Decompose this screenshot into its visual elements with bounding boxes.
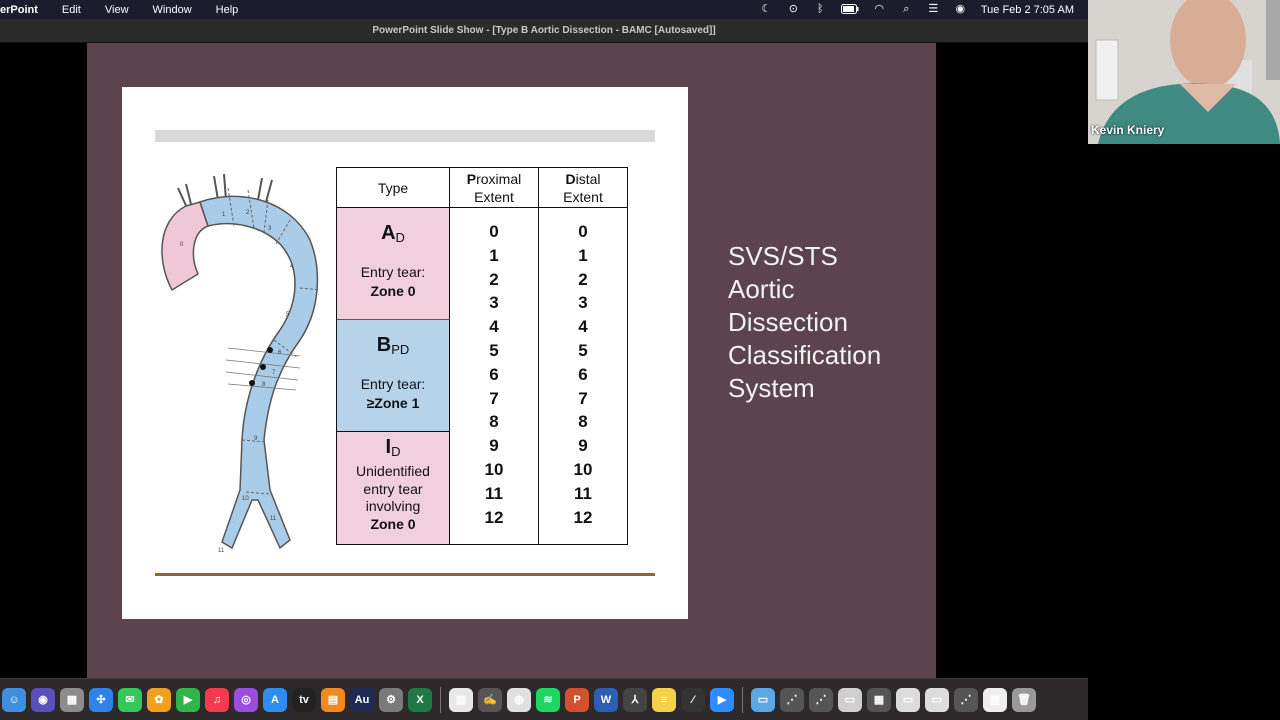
screenshot-stack-icon[interactable]: ▦ — [867, 688, 891, 712]
svg-text:5: 5 — [286, 312, 290, 318]
svg-text:9: 9 — [254, 436, 258, 442]
control-center-icon[interactable]: ☰ — [928, 3, 939, 15]
facetime-icon[interactable]: ▶ — [176, 688, 200, 712]
decorative-rule-top — [155, 130, 655, 142]
distal-zone-3: 3 — [578, 293, 588, 313]
distal-zone-12: 12 — [573, 507, 593, 527]
proximal-zone-8: 8 — [489, 412, 499, 432]
type-i-label: $I_D$ — [385, 436, 401, 459]
distal-zone-5: 5 — [578, 340, 588, 360]
menu-window[interactable]: Window — [152, 3, 192, 16]
svg-text:1: 1 — [222, 212, 226, 218]
proximal-zone-3: 3 — [489, 293, 499, 313]
aorta-zones-illustration — [150, 170, 330, 565]
excel-icon[interactable]: X — [408, 688, 432, 712]
dock-separator — [440, 687, 441, 713]
app-menu-powerpoint[interactable]: erPoint — [0, 3, 38, 16]
decorative-rule-bottom — [155, 573, 655, 576]
macos-menu-bar — [0, 0, 1088, 19]
download-stack-icon[interactable]: ⋰ — [780, 688, 804, 712]
word-icon[interactable]: W — [594, 688, 618, 712]
classification-table — [336, 167, 628, 545]
distal-zone-6: 6 — [578, 364, 588, 384]
proximal-zones-column — [450, 208, 539, 544]
apple-tv-icon[interactable]: tv — [292, 688, 316, 712]
proximal-zone-10: 10 — [484, 459, 504, 479]
proximal-zone-1: 1 — [489, 245, 499, 265]
finder-icon[interactable]: ☺ — [2, 688, 26, 712]
svg-text:2: 2 — [246, 210, 250, 216]
svg-text:7: 7 — [272, 370, 276, 376]
music-icon[interactable]: ♫ — [205, 688, 229, 712]
notes-icon[interactable]: ≡ — [652, 688, 676, 712]
trash-icon[interactable]: 🗑 — [1012, 688, 1036, 712]
participant-name: Kevin Kniery — [1091, 123, 1165, 137]
proximal-zone-12: 12 — [484, 507, 504, 527]
distal-zone-4: 4 — [578, 317, 588, 337]
folder-icon[interactable]: ▭ — [751, 688, 775, 712]
proximal-zone-6: 6 — [489, 364, 499, 384]
svg-text:11: 11 — [218, 548, 225, 554]
window-thumb-icon[interactable]: ▭ — [896, 688, 920, 712]
distal-zone-0: 0 — [578, 222, 588, 241]
siri-icon[interactable]: ◉ — [955, 3, 966, 15]
svg-text:0: 0 — [180, 242, 184, 248]
svg-text:10: 10 — [242, 496, 249, 502]
type-b-label: $B_{PD}$ — [376, 334, 410, 357]
messages-icon[interactable]: ✉ — [118, 688, 142, 712]
type-a-cell — [337, 208, 450, 320]
moon-icon[interactable]: ☾ — [761, 3, 772, 15]
wifi-icon[interactable]: ◠ — [874, 3, 885, 15]
window-thumb-icon[interactable]: ▭ — [925, 688, 949, 712]
svg-text:3: 3 — [268, 226, 272, 232]
battery-icon[interactable] — [841, 4, 859, 15]
zoom-icon[interactable]: ▶ — [710, 688, 734, 712]
distal-zone-9: 9 — [578, 436, 588, 456]
menu-help[interactable]: Help — [215, 3, 239, 16]
siri-icon[interactable]: ◉ — [31, 688, 55, 712]
distal-zone-7: 7 — [578, 388, 588, 408]
sketch-icon[interactable]: ✍ — [478, 688, 502, 712]
podcasts-icon[interactable]: ◎ — [234, 688, 258, 712]
type-b-description: Entry tear: ≥Zone 1 — [360, 376, 426, 411]
svg-text:4: 4 — [290, 264, 294, 270]
acrobat-icon[interactable]: ⅄ — [623, 688, 647, 712]
window-thumb-icon[interactable]: ▤ — [983, 688, 1007, 712]
clock[interactable]: Tue Feb 2 7:05 AM — [980, 3, 1074, 16]
window-thumb-icon[interactable]: ▭ — [838, 688, 862, 712]
macos-dock — [0, 678, 1088, 720]
distal-zone-11: 11 — [574, 483, 592, 503]
type-b-cell — [337, 320, 450, 432]
search-icon[interactable]: ⌕ — [903, 3, 910, 15]
dock-right-blank — [1088, 678, 1280, 720]
chrome-icon[interactable]: ◍ — [507, 688, 531, 712]
proximal-zone-7: 7 — [489, 388, 499, 408]
video-panel-empty — [1088, 144, 1280, 678]
proximal-zone-4: 4 — [489, 317, 499, 337]
svg-text:6: 6 — [278, 350, 282, 356]
launchpad-icon[interactable]: ▦ — [60, 688, 84, 712]
distal-zone-10: 10 — [573, 459, 593, 479]
window-thumb-icon[interactable]: ⋰ — [954, 688, 978, 712]
status-area — [760, 0, 1074, 19]
type-a-label: $A_D$ — [381, 222, 405, 245]
proximal-zone-5: 5 — [489, 340, 499, 360]
spotify-icon[interactable]: ≋ — [536, 688, 560, 712]
dock-separator — [742, 687, 743, 713]
distal-zone-8: 8 — [578, 412, 588, 432]
system-preferences-icon[interactable]: ⚙ — [379, 688, 403, 712]
header-proximal-extent: Proximal Extent — [450, 168, 539, 208]
bluetooth-icon[interactable]: ᛒ — [817, 3, 824, 15]
document-stack-icon[interactable]: ⋰ — [809, 688, 833, 712]
powerpoint-icon[interactable]: P — [565, 688, 589, 712]
numbers-icon[interactable]: ▥ — [449, 688, 473, 712]
audition-icon[interactable]: Au — [350, 688, 374, 712]
proximal-zone-0: 0 — [489, 222, 499, 241]
distal-zone-1: 1 — [578, 245, 588, 265]
proximal-zone-2: 2 — [489, 269, 499, 289]
svg-text:8: 8 — [262, 382, 266, 388]
header-type: Type — [337, 168, 450, 208]
photos-icon[interactable]: ✿ — [147, 688, 171, 712]
safari-icon[interactable]: ✣ — [89, 688, 113, 712]
proximal-zone-11: 11 — [485, 483, 503, 503]
type-i-cell — [337, 432, 450, 544]
type-i-description: Unidentified entry tear involving Zone 0 — [356, 463, 430, 532]
menu-view[interactable]: View — [104, 3, 129, 16]
fanatic-icon[interactable]: ⁄ — [681, 688, 705, 712]
slide-title: SVS/STS Aortic Dissection Classification System — [728, 241, 882, 403]
svg-text:11: 11 — [270, 516, 277, 522]
proximal-zone-9: 9 — [489, 436, 499, 456]
header-distal-extent: Distal Extent — [539, 168, 627, 208]
window-title: PowerPoint Slide Show - [Type B Aortic Dissection - BAMC [Autosaved]] — [0, 19, 1088, 43]
play-icon[interactable]: ⊙ — [788, 3, 798, 15]
books-icon[interactable]: ▤ — [321, 688, 345, 712]
distal-zone-2: 2 — [578, 269, 588, 289]
menu-edit[interactable]: Edit — [61, 3, 81, 16]
type-a-description: Entry tear: Zone 0 — [360, 264, 426, 299]
distal-zones-column — [539, 208, 627, 544]
app-store-icon[interactable]: A — [263, 688, 287, 712]
